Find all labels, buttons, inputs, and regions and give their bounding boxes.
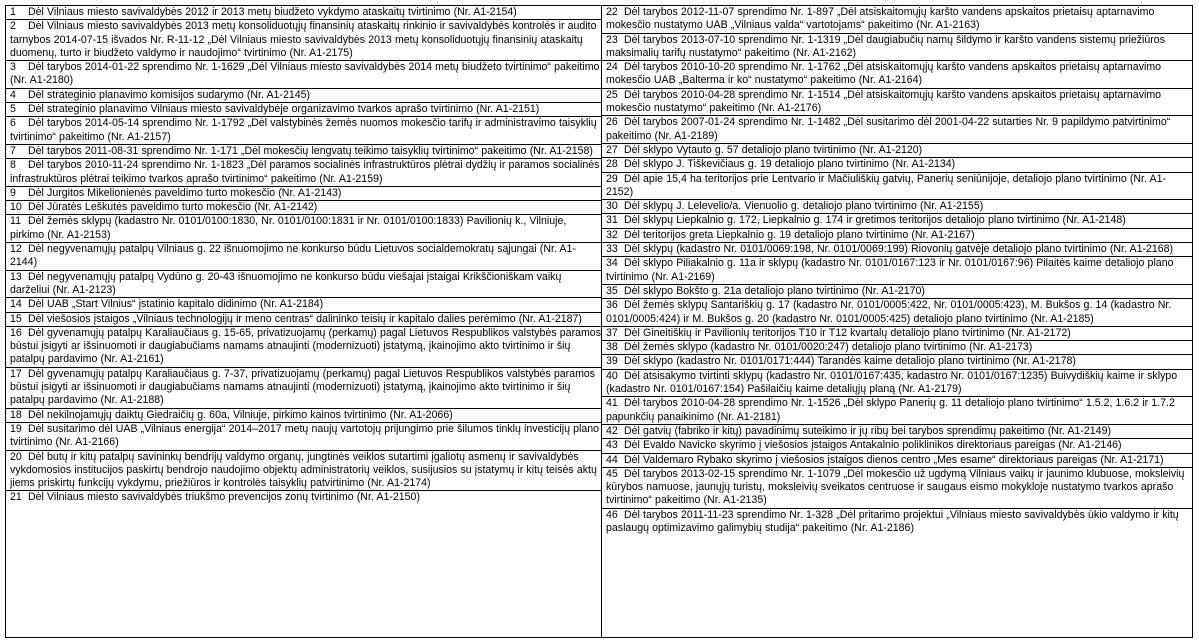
agenda-item-number: 10 [10, 201, 22, 214]
agenda-item-text: Dėl UAB „Start Vilnius“ įstatinio kapitalo didinimo (Nr. A1-2184) [28, 298, 324, 311]
agenda-item-number: 15 [10, 312, 22, 325]
agenda-item-text: Dėl tarybos 2010-11-24 sprendimo Nr. 1-1823 „Dėl paramos socialinės infrastruktūros plėtrai dydžių ir paramos socialinės infrastruktūros plėtrai teikimo tvarkos aprašo tvirtinimo“ pakeitimo (Nr. A1-2159) [10, 159, 600, 185]
agenda-item-text: Dėl butų ir kitų patalpų savininkų bendrijų valdymo organų, jungtinės veiklos sutartimi įgaliotų asmenų ir savivaldybės vykdomosios institucijos paskirtų bendrojo naudojimo objektų administratorių veiklos, susijusios su įstatymų ir kitų teisės aktų jiems priskirtų funkcijų vykdymu, priežiūros ir kontrolės taisyklių patvirtinimo (Nr. A1-2174) [10, 450, 597, 490]
agenda-item-text: Dėl gatvių (fabriko ir kitų) pavadinimų suteikimo ir jų ribų bei tarybos sprendimų pakeitimo (Nr. A1-2149) [624, 424, 1111, 437]
agenda-item [602, 341, 1192, 355]
agenda-item [6, 187, 601, 201]
agenda-item-text: Dėl Vilniaus miesto savivaldybės 2012 ir 2013 metų biudžeto vykdymo ataskaitų tvirtinimo (Nr. A1-2154) [28, 6, 517, 18]
agenda-item-number: 6 [10, 117, 16, 130]
agenda-item-text: Dėl Vilniaus miesto savivaldybės 2013 metų konsoliduotųjų finansinių ataskaitų rinkinio ir savivaldybės kontrolės ir audito tarnybos 2014-07-15 išvados Nr. R-11-12 „Dėl Vilniaus miesto savivaldybės 2013 metų konsoliduotųjų finansinių ataskaitų duomenų, turto ir biudžeto valdymo ir naudojimo“ tvirtinimo (Nr. A1-2175) [10, 20, 597, 59]
agenda-item [602, 468, 1192, 509]
agenda-item [602, 214, 1192, 228]
agenda-item-number: 27 [606, 143, 618, 156]
agenda-item [6, 145, 601, 159]
agenda-item [6, 271, 601, 299]
agenda-item [6, 159, 601, 187]
agenda-item [6, 61, 601, 89]
agenda-item-text: Dėl susitarimo dėl UAB „Vilniaus energija“ 2014–2017 metų naujų vartotojų prijungimo prie šilumos tinklų investicijų plano tvirtinimo (Nr. A1-2166) [10, 422, 600, 449]
agenda-item-number: 21 [10, 491, 22, 504]
agenda-item [6, 6, 601, 20]
agenda-item-text: Dėl strateginio planavimo Vilniaus miesto savivaldybėje organizavimo tvarkos aprašo tvirtinimo (Nr. A1-2151) [28, 103, 540, 116]
agenda-item [602, 144, 1192, 158]
agenda-item-text: Dėl tarybos 2014-05-14 sprendimo Nr. 1-1792 „Dėl valstybinės žemės nuomos mokesčio tarifų ir administravimo taisyklių tvirtinimo“ pakeitimo (Nr. A1-2157) [10, 117, 597, 143]
agenda-column-right [601, 5, 1193, 638]
agenda-item [6, 451, 601, 492]
agenda-item [6, 215, 601, 243]
agenda-item-text: Dėl tarybos 2010-04-28 sprendimo Nr. 1-1526 „Dėl sklypo Panerių g. 11 detaliojo plano tvirtinimo“ 1.5.2, 1.6.2 ir 1.7.2 papunkčių panaikinimo (Nr. A1-2181) [606, 397, 1175, 423]
agenda-item-text: Dėl Gineitiškių ir Pavilionių teritorijos T10 ir T12 kvartalų detaliojo plano tvirtinimo (Nr. A1-2172) [624, 326, 1071, 339]
agenda-item-number: 42 [606, 424, 618, 437]
agenda-table [5, 5, 1193, 638]
agenda-item [6, 201, 601, 215]
agenda-item [6, 409, 601, 423]
agenda-item-text: Dėl negyvenamųjų patalpų Vydūno g. 20-43 išnuomojimo ne konkurso būdu viešajai įstaigai Krikščioniškam vaikų darželiui (Nr. A1-2123) [10, 270, 562, 296]
agenda-item [602, 200, 1192, 214]
agenda-item-number: 37 [606, 326, 618, 339]
agenda-item [6, 423, 601, 451]
agenda-item-number: 4 [10, 88, 16, 101]
agenda-item-text: Dėl apie 15,4 ha teritorijos prie Lentvario ir Mačiuliškių gatvių, Panerių seniūnijoje, detaliojo plano tvirtinimo (Nr. A1-2152) [606, 172, 1166, 198]
agenda-item-number: 28 [606, 158, 618, 171]
agenda-item-text: Dėl sklypo Vytauto g. 57 detaliojo plano tvirtinimo (Nr. A1-2120) [624, 143, 923, 156]
agenda-item [602, 89, 1192, 117]
agenda-item-number: 45 [606, 467, 618, 480]
agenda-item-text: Dėl tarybos 2011-08-31 sprendimo Nr. 1-171 „Dėl mokesčių lengvatų teikimo taisyklių tvirtinimo“ pakeitimo (Nr. A1-2158) [28, 144, 593, 157]
agenda-item-number: 24 [606, 61, 618, 74]
agenda-item [602, 370, 1192, 398]
agenda-item-number: 13 [10, 270, 22, 283]
agenda-item [602, 439, 1192, 453]
agenda-item [6, 313, 601, 327]
agenda-item-number: 32 [606, 228, 618, 241]
agenda-item-number: 30 [606, 200, 618, 213]
agenda-item [602, 397, 1192, 425]
agenda-item-number: 5 [10, 103, 16, 116]
agenda-item-number: 9 [10, 186, 16, 199]
agenda-item [6, 491, 601, 504]
agenda-item-number: 31 [606, 214, 618, 227]
agenda-item-text: Dėl Evaldo Navicko skyrimo į viešosios įstaigos Antakalnio poliklinikos direktoriaus pareigas (Nr. A1-2146) [624, 439, 1122, 452]
agenda-column-left [5, 5, 602, 638]
agenda-item [6, 243, 601, 271]
agenda-item [602, 454, 1192, 468]
agenda-item-text: Dėl žemės sklypų (kadastro Nr. 0101/0100:1830, Nr. 0101/0100:1831 ir Nr. 0101/0100:1833) Pavilionių k., Vilniuje, pirkimo (Nr. A1-2153) [10, 215, 567, 241]
agenda-item-text: Dėl tarybos 2013-02-15 sprendimo Nr. 1-1079 „Dėl mokesčio už ugdymą Vilniaus vaikų ir jaunimo klubuose, moksleivių kūrybos namuose, jaunųjų turistų, moksleivių sveikatos centruose ir saugaus eismo mokykloje nustatymo tvarkos aprašo tvirtinimo“ pakeitimo (Nr. A1-2135) [606, 467, 1185, 507]
agenda-item [602, 425, 1192, 439]
agenda-item-number: 12 [10, 243, 22, 256]
agenda-item-number: 3 [10, 61, 16, 74]
agenda-item [602, 173, 1192, 201]
agenda-item-text: Dėl sklypų Liepkalnio g. 172, Liepkalnio g. 174 ir gretimos teritorijos detaliojo plano tvirtinimo (Nr. A1-2148) [624, 214, 1126, 227]
agenda-item-number: 36 [606, 299, 618, 312]
agenda-item-text: Dėl sklypo Bokšto g. 21a detaliojo plano tvirtinimo (Nr. A1-2170) [624, 284, 925, 297]
agenda-item-text: Dėl žemės sklypų Santariškių g. 17 (kadastro Nr. 0101/0005:422, Nr. 0101/0005:423), M. Bukšos g. 14 (kadastro Nr. 0101/0005:424) ir M. Bukšos g. 20 (kadastro Nr. 0101/0005:425) detaliojo plano tvirtinimo (Nr. A1-2185) [606, 299, 1172, 325]
agenda-item [602, 34, 1192, 62]
agenda-item-number: 19 [10, 422, 22, 435]
agenda-item-number: 44 [606, 453, 618, 466]
agenda-item [6, 89, 601, 103]
agenda-item [6, 368, 601, 409]
agenda-item [6, 298, 601, 312]
agenda-item [602, 116, 1192, 144]
agenda-item [602, 158, 1192, 172]
agenda-item-text: Dėl sklypo Piliakalnio g. 11a ir sklypų (kadastro Nr. 0101/0167:123 ir Nr. 0101/0167:96) Pilaitės kaime detaliojo plano tvirtinimo (Nr. A1-2169) [606, 257, 1174, 283]
agenda-item-number: 33 [606, 243, 618, 256]
agenda-item-text: Dėl tarybos 2007-01-24 sprendimo Nr. 1-1482 „Dėl susitarimo dėl 2001-04-22 sutarties Nr. 9 papildymo patvirtinimo“ pakeitimo (Nr. A1-2189) [606, 116, 1171, 142]
agenda-item-number: 25 [606, 88, 618, 101]
agenda-item-number: 43 [606, 439, 618, 452]
agenda-item-number: 1 [10, 6, 16, 18]
agenda-item [602, 327, 1192, 341]
agenda-item-text: Dėl tarybos 2014-01-22 sprendimo Nr. 1-1629 „Dėl Vilniaus miesto savivaldybės 2014 metų biudžeto tvirtinimo“ pakeitimo (Nr. A1-2180) [10, 61, 600, 87]
agenda-item-number: 39 [606, 355, 618, 368]
agenda-item-number: 8 [10, 159, 16, 172]
agenda-item-number: 22 [606, 6, 618, 18]
agenda-item [602, 285, 1192, 299]
agenda-item [602, 299, 1192, 327]
agenda-item-text: Dėl tarybos 2010-04-28 sprendimo Nr. 1-1514 „Dėl atsiskaitomųjų karšto vandens apskaitos prietaisų aptarnavimo mokesčio nustatymo“ pakeitimo (Nr. A1-2176) [606, 88, 1162, 115]
agenda-item [6, 327, 601, 368]
agenda-item [6, 20, 601, 61]
agenda-item [6, 103, 601, 117]
agenda-item-number: 2 [10, 20, 16, 33]
agenda-item-text: Dėl Valdemaro Rybako skyrimo į viešosios įstaigos dienos centro „Mes esame“ direktoriaus pareigas (Nr. A1-2171) [624, 453, 1164, 466]
agenda-item-text: Dėl žemės sklypo (kadastro Nr. 0101/0020:247) detaliojo plano tvirtinimo (Nr. A1-2173) [624, 341, 1033, 354]
agenda-item-number: 11 [10, 215, 21, 228]
agenda-item-text: Dėl sklypų J. Lelevelio/a. Vienuolio g. detaliojo plano tvirtinimo (Nr. A1-2155) [624, 200, 984, 213]
agenda-item-text: Dėl Vilniaus miesto savivaldybės triukšmo prevencijos zonų tvirtinimo (Nr. A1-2150) [28, 491, 420, 504]
agenda-item-number: 40 [606, 369, 618, 382]
agenda-item [602, 61, 1192, 89]
agenda-item-text: Dėl gyvenamųjų patalpų Karaliaučiaus g. 7-37, privatizuojamų (perkamų) pagal Lietuvos Respublikos valstybės paramos būstui įsigyti ar išsinuomoti ir daugiabučiams namams atnaujinti (modernizuoti) įstatymą, įkainojimo akto tvirtinimo ir šių patalpų pardavimo (Nr. A1-2188) [10, 367, 596, 407]
agenda-item [6, 117, 601, 145]
agenda-item-text: Dėl negyvenamųjų patalpų Vilniaus g. 22 išnuomojimo ne konkurso būdu Lietuvos socialdemokratų sąjungai (Nr. A1-2144) [10, 243, 576, 269]
agenda-item-text: Dėl nekilnojamųjų daiktų Giedraičių g. 60a, Vilniuje, pirkimo kainos tvirtinimo (Nr. A1-2066) [28, 408, 453, 421]
agenda-item-text: Dėl Jurgitos Mikelionienės paveldimo turto mokesčio (Nr. A1-2143) [28, 186, 342, 199]
agenda-item [602, 6, 1192, 34]
agenda-item-number: 26 [606, 116, 618, 129]
agenda-item-number: 16 [10, 326, 22, 339]
agenda-item-text: Dėl tarybos 2010-10-20 sprendimo Nr. 1-1762 „Dėl atsiskaitomųjų karšto vandens apskaitos prietaisų aptarnavimo mokesčio UAB „Balterma ir ko“ nustatymo“ pakeitimo (Nr. A1-2164) [606, 61, 1162, 87]
agenda-item-number: 7 [10, 144, 16, 157]
agenda-item-number: 38 [606, 341, 618, 354]
agenda-item-number: 46 [606, 508, 618, 521]
agenda-item [602, 243, 1192, 257]
agenda-item-number: 18 [10, 408, 22, 421]
agenda-item [602, 509, 1192, 536]
agenda-item-number: 23 [606, 33, 618, 46]
agenda-item-text: Dėl tarybos 2012-11-07 sprendimo Nr. 1-897 „Dėl atsiskaitomųjų karšto vandens apskaitos prietaisų aptarnavimo mokesčio nustatymo UAB „Vilniaus valda“ vartotojams“ pakeitimo (Nr. A1-2163) [606, 6, 1155, 32]
agenda-item-text: Dėl tarybos 2013-07-10 sprendimo Nr. 1-1319 „Dėl daugiabučių namų šildymo ir karšto vandens sistemų priežiūros maksimalių tarifų nustatymo“ pakeitimo (Nr. A1-2162) [606, 33, 1165, 59]
agenda-item-text: Dėl tarybos 2011-11-23 sprendimo Nr. 1-328 „Dėl pritarimo projektui „Vilniaus miesto savivaldybės ūkio valdymo ir kitų paslaugų optimizavimo galimybių studija“ pakeitimo (Nr. A1-2186) [606, 508, 1179, 534]
agenda-item-number: 14 [10, 298, 22, 311]
agenda-item-number: 17 [10, 367, 22, 380]
agenda-item-number: 20 [10, 450, 22, 463]
agenda-item-text: Dėl teritorijos greta Liepkalnio g. 19 detaliojo plano tvirtinimo (Nr. A1-2167) [624, 228, 975, 241]
agenda-item-text: Dėl sklypo J. Tiškevičiaus g. 19 detaliojo plano tvirtinimo (Nr. A1-2134) [624, 158, 956, 171]
agenda-item-text: Dėl atsisakymo tvirtinti sklypų (kadastro Nr. 0101/0167:435, kadastro Nr. 0101/0167:1235) Buivydiškių kaime ir sklypo (kadastro Nr. 0101/0167:154) Pašilaičių kaime detaliųjų planą (Nr. A1-2179) [606, 369, 1178, 396]
agenda-item [602, 229, 1192, 243]
agenda-item-number: 35 [606, 284, 618, 297]
agenda-item [602, 257, 1192, 285]
agenda-item-text: Dėl Jūratės Leškutės paveldimo turto mokesčio (Nr. A1-2142) [28, 201, 318, 214]
agenda-item-text: Dėl sklypo (kadastro Nr. 0101/0171:444) Tarandės kaime detaliojo plano tvirtinimo (Nr. A1-2178) [624, 355, 1076, 368]
agenda-item-number: 41 [606, 397, 618, 410]
agenda-item-number: 34 [606, 257, 618, 270]
agenda-item-text: Dėl sklypų (kadastro Nr. 0101/0069:198, Nr. 0101/0069:199) Riovonių gatvėje detaliojo plano tvirtinimo (Nr. A1-2168) [624, 243, 1174, 256]
agenda-item [602, 355, 1192, 369]
agenda-item-number: 29 [606, 172, 618, 185]
agenda-item-text: Dėl viešosios įstaigos „Vilniaus technologijų ir meno centras“ dalininko teisių ir kapitalo dalies perėmimo (Nr. A1-2187) [28, 312, 582, 325]
agenda-item-text: Dėl gyvenamųjų patalpų Karaliaučiaus g. 15-65, privatizuojamų (perkamų) pagal Lietuvos Respublikos valstybės paramos būstui įsigyti ar išsinuomoti ir daugiabučiams namams atnaujinti (modernizuoti) įstatymą, įkainojimo akto tvirtinimo ir šių patalpų pardavimo (Nr. A1-2161) [10, 326, 601, 366]
agenda-item-text: Dėl strateginio planavimo komisijos sudarymo (Nr. A1-2145) [28, 88, 311, 101]
